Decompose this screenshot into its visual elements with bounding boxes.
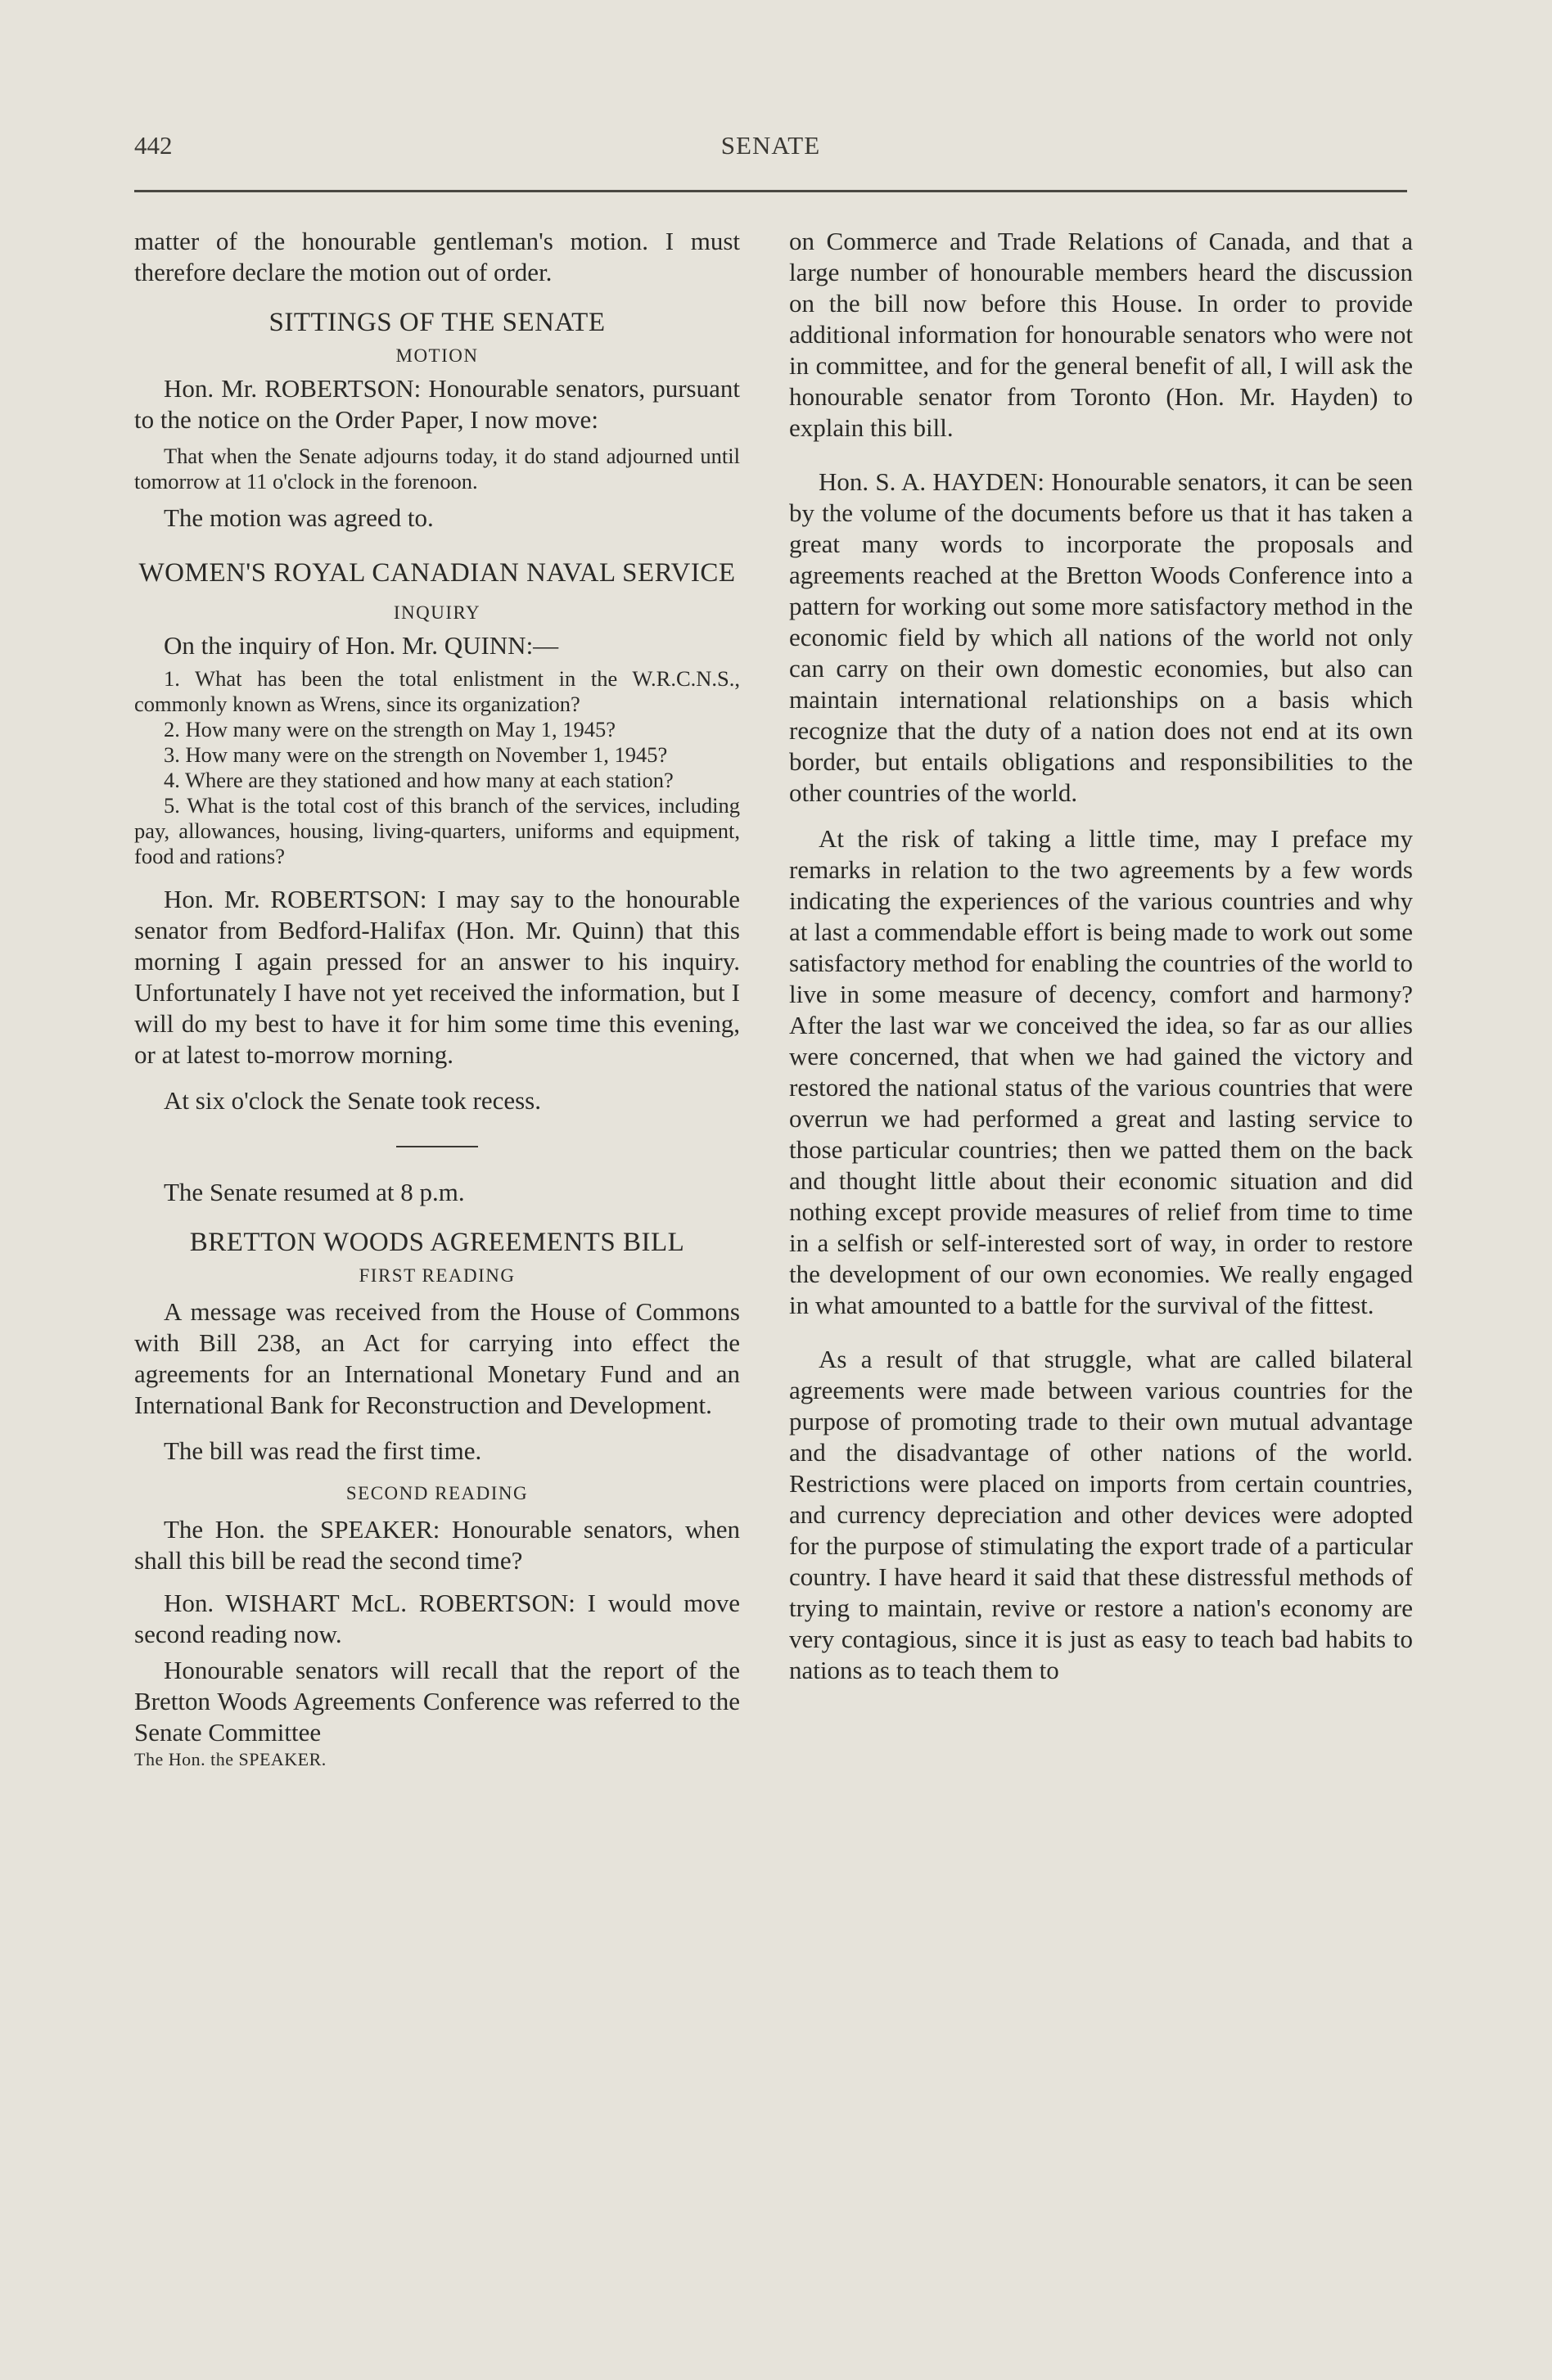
paragraph: A message was received from the House of Commons with Bill 238, an Act for carrying into effect the agreements for an International Monetary Fund and an International Bank for Reconstruction and Development.: [134, 1297, 740, 1419]
paragraph: Hon. WISHART McL. ROBERTSON: I would move second reading now.: [134, 1589, 740, 1648]
page-footer: The Hon. the SPEAKER.: [134, 1749, 327, 1769]
header-rule: [134, 190, 1407, 192]
paragraph: At six o'clock the Senate took recess.: [164, 1086, 541, 1115]
subheading-motion: MOTION: [395, 345, 479, 366]
section-heading-bretton: BRETTON WOODS AGREEMENTS BILL: [189, 1228, 685, 1257]
paragraph: On the inquiry of Hon. Mr. QUINN:—: [164, 631, 559, 660]
paragraph: The Hon. the SPEAKER: Honourable senators, when shall this bill be read the second time?: [134, 1515, 740, 1575]
paragraph: Hon. Mr. ROBERTSON: Honourable senators, pursuant to the notice on the Order Paper, I now move:: [134, 374, 740, 434]
running-title: SENATE: [720, 131, 821, 160]
section-heading-sittings: SITTINGS OF THE SENATE: [268, 308, 606, 337]
paragraph: on Commerce and Trade Relations of Canada, and that a large number of honourable members heard the discussion on the bill now before this House. In order to provide additional information for honourable senators who were not in committee, and for the general benefit of all, I will ask the honourable senator from Toronto (Hon. Mr. Hayden) to explain this bill.: [789, 227, 1413, 442]
paragraph: The bill was read the first time.: [164, 1436, 482, 1465]
paragraph: As a result of that struggle, what are called bilateral agreements were made between various countries for the purpose of promoting trade to their own mutual advantage and the disadvantage of other nations of the world. Restrictions were placed on imports from certain countries, and currency depreciation and other devices were adopted for the purpose of stimulating the export trade of a particular country. I have heard it said that these distressful methods of trying to maintain, revive or restore a nation's economy are very contagious, since it is just as easy to teach bad habits to nations as to teach them to: [789, 1345, 1413, 1684]
paragraph: Hon. Mr. ROBERTSON: I may say to the honourable senator from Bedford-Halifax (Hon. Mr. Quinn) that this morning I again pressed for an answer to his inquiry. Unfortunately I have not yet received the information, but I will do my best to have it for him some time this evening, or at latest to-morrow morning.: [134, 885, 740, 1069]
inquiry-question: 4. Where are they stationed and how many at each station?: [164, 768, 674, 792]
subheading-second-reading: SECOND READING: [345, 1483, 529, 1503]
paragraph: The Senate resumed at 8 p.m.: [164, 1178, 465, 1206]
paragraph: matter of the honourable gentleman's motion. I must therefore declare the motion out of order.: [134, 227, 740, 286]
inquiry-question: 1. What has been the total enlistment in the W.R.C.N.S., commonly known as Wrens, since its organization?: [134, 666, 740, 716]
right-column: [789, 226, 1413, 2321]
inquiry-question: 2. How many were on the strength on May 1, 1945?: [164, 717, 616, 741]
left-column: [134, 226, 740, 2321]
paragraph: The motion was agreed to.: [164, 503, 434, 532]
inquiry-question: 5. What is the total cost of this branch of the services, including pay, allowances, housing, living-quarters, uniforms and equipment, food and rations?: [134, 793, 740, 868]
inquiry-question: 3. How many were on the strength on November 1, 1945?: [164, 742, 668, 767]
section-heading-wrens: WOMEN'S ROYAL CANADIAN NAVAL SERVICE: [138, 558, 736, 588]
subheading-first-reading: FIRST READING: [359, 1265, 516, 1286]
paragraph: Honourable senators will recall that the report of the Bretton Woods Agreements Conference was referred to the Senate Committee: [134, 1656, 740, 1747]
subheading-inquiry: INQUIRY: [393, 602, 481, 623]
paragraph: Hon. S. A. HAYDEN: Honourable senators, it can be seen by the volume of the documents before us that it has taken a great many words to incorporate the proposals and agreements reached at the Bretton Woods Conference into a pattern for working out some more satisfactory method in the economic field by which all nations of the world not only can carry on their own domestic economies, but also can maintain international relationships on a basis which recognize that the duty of a nation does not end at its own border, but entails obligations and responsibilities to the other countries of the world.: [789, 467, 1413, 807]
paragraph: At the risk of taking a little time, may I preface my remarks in relation to the two agreements by a few words indicating the experiences of the various countries and why at last a commendable effort is being made to work out some satisfactory method for enabling the countries of the world to live in some measure of decency, comfort and harmony? After the last war we conceived the idea, so far as our allies were concerned, that when we had gained the victory and restored the national status of the various countries that were overrun we had performed a great and lasting service to those particular countries; then we patted them on the back and thought little about their economic situation and did nothing except provide measures of relief from time to time in a selfish or self-interested sort of way, in order to restore the development of our own economies. We really engaged in what amounted to a battle for the survival of the fittest.: [789, 824, 1413, 1319]
page-header: [134, 131, 1407, 180]
quoted-motion: That when the Senate adjourns today, it do stand adjourned until tomorrow at 11 o'clock in the forenoon.: [134, 444, 740, 494]
page-number: 442: [134, 131, 173, 160]
